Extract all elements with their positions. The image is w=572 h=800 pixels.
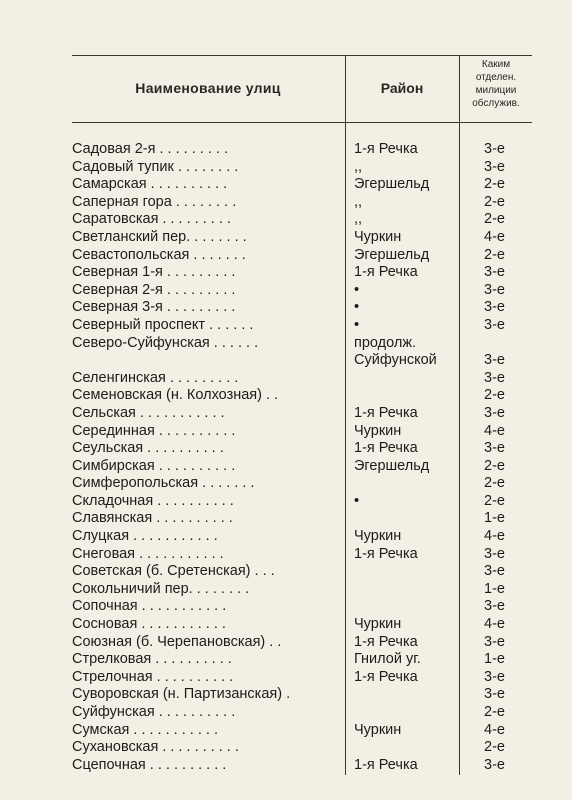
district-cell: Чуркин: [354, 528, 402, 545]
police-department-cell: 3-е: [484, 404, 505, 421]
district-cell: •: [354, 492, 360, 509]
table-row: [0, 669, 572, 687]
table-row: [0, 722, 572, 740]
street-name-cell: Самарская . . . . . . . . . .: [72, 176, 228, 193]
district-cell: продолж.: [354, 334, 417, 351]
street-name-cell: Северная 2-я . . . . . . . . .: [72, 281, 236, 298]
table-row: [0, 264, 572, 282]
police-department-cell: 4-е: [484, 528, 505, 545]
district-cell: 1-я Речка: [354, 440, 418, 457]
police-department-cell: 3-е: [484, 141, 505, 157]
police-department-cell: 3-е: [484, 158, 505, 175]
police-department-cell: 2-е: [484, 246, 505, 263]
table-row: [0, 563, 572, 581]
district-cell: Чуркин: [354, 422, 402, 439]
table-row: [0, 335, 572, 353]
street-name-cell: Снеговая . . . . . . . . . . .: [72, 545, 224, 562]
table-row: [0, 475, 572, 493]
police-department-cell: 2-е: [484, 457, 505, 474]
police-department-cell: 1-е: [484, 580, 505, 597]
police-department-cell: 3-е: [484, 668, 505, 685]
table-row: [0, 493, 572, 511]
district-cell: •: [354, 316, 360, 333]
police-department-cell: 2-е: [484, 492, 505, 509]
district-cell: Гнилой уг.: [354, 651, 421, 668]
district-cell: Чуркин: [354, 721, 402, 738]
police-department-cell: 3-е: [484, 756, 505, 773]
table-row: [0, 282, 572, 300]
police-department-cell: 4-е: [484, 616, 505, 633]
police-department-cell: 1-е: [484, 651, 505, 668]
police-department-cell: 2-е: [484, 704, 505, 720]
street-name-cell: Северный проспект . . . . . .: [72, 316, 254, 333]
street-name-cell: Севастопольская . . . . . . .: [72, 246, 246, 263]
table-row: [0, 704, 572, 722]
table-top-rule: [72, 55, 532, 56]
table-row: [0, 247, 572, 265]
street-name-cell: Стрелковая . . . . . . . . . .: [72, 651, 232, 668]
table-row: [0, 528, 572, 546]
police-department-cell: 4-е: [484, 721, 505, 738]
district-cell: Эгершельд: [354, 176, 430, 193]
header-police-line: Каким: [481, 59, 511, 70]
police-department-cell: 1-е: [484, 510, 505, 527]
street-name-cell: Сцепочная . . . . . . . . . .: [72, 756, 227, 773]
table-row: [0, 686, 572, 704]
street-name-cell: Советская (б. Сретенская) . . .: [72, 563, 275, 580]
table-row: [0, 194, 572, 212]
table-row: [0, 458, 572, 476]
street-name-cell: Сухановская . . . . . . . . . .: [72, 739, 239, 756]
police-department-cell: 3-е: [484, 598, 505, 615]
table-row: [0, 581, 572, 599]
street-name-cell: Семеновская (н. Колхозная) . .: [72, 387, 279, 404]
table-row: [0, 159, 572, 177]
police-department-cell: 2-е: [484, 193, 505, 210]
table-row: [0, 141, 572, 159]
police-department-cell: 3-е: [484, 281, 505, 298]
police-department-cell: 3-е: [484, 316, 505, 333]
street-name-cell: Слуцкая . . . . . . . . . . .: [72, 528, 218, 545]
district-cell: ,,: [354, 193, 363, 210]
district-cell: 1-я Речка: [354, 264, 418, 281]
header-police-line: милиции: [475, 85, 517, 96]
police-department-cell: 4-е: [484, 228, 505, 245]
district-cell: Чуркин: [354, 616, 402, 633]
street-name-cell: Симбирская . . . . . . . . . .: [72, 457, 236, 474]
street-name-cell: Симферопольская . . . . . . .: [72, 475, 255, 492]
table-row: [0, 405, 572, 423]
street-name-cell: Сосновая . . . . . . . . . . .: [72, 616, 226, 633]
street-name-cell: Садовый тупик . . . . . . . .: [72, 158, 239, 175]
table-row: [0, 546, 572, 564]
police-department-cell: 4-е: [484, 422, 505, 439]
header-street-name: Наименование улиц: [135, 80, 281, 96]
street-name-cell: Северо-Суйфунская . . . . . .: [72, 334, 259, 351]
police-department-cell: 3-е: [484, 563, 505, 580]
street-name-cell: Сокольничий пер. . . . . . . .: [72, 580, 250, 597]
police-department-cell: 2-е: [484, 475, 505, 492]
table-row: [0, 387, 572, 405]
district-cell: 1-я Речка: [354, 141, 418, 157]
street-name-cell: Садовая 2-я . . . . . . . . .: [72, 141, 228, 157]
police-department-cell: 3-е: [484, 633, 505, 650]
street-name-cell: Сельская . . . . . . . . . . .: [72, 404, 225, 421]
table-row: [0, 616, 572, 634]
street-name-cell: Серединная . . . . . . . . . .: [72, 422, 236, 439]
street-name-cell: Сеульская . . . . . . . . . .: [72, 440, 224, 457]
street-name-cell: Суворовская (н. Партизанская) .: [72, 686, 291, 703]
district-cell: 1-я Речка: [354, 404, 418, 421]
police-department-cell: 2-е: [484, 176, 505, 193]
header-police-line: обслужив.: [472, 98, 520, 109]
street-name-cell: Селенгинская . . . . . . . . .: [72, 369, 239, 386]
street-name-cell: Северная 3-я . . . . . . . . .: [72, 299, 236, 316]
police-department-cell: 3-е: [484, 264, 505, 281]
street-name-cell: Сопочная . . . . . . . . . . .: [72, 598, 227, 615]
district-cell: •: [354, 281, 360, 298]
police-department-cell: 2-е: [484, 739, 505, 756]
street-name-cell: Суйфунская . . . . . . . . . .: [72, 704, 236, 720]
district-cell: 1-я Речка: [354, 545, 418, 562]
table-row: [0, 651, 572, 669]
street-name-cell: Славянская . . . . . . . . . .: [72, 510, 233, 527]
street-name-cell: Складочная . . . . . . . . . .: [72, 492, 234, 509]
police-department-cell: 3-е: [484, 545, 505, 562]
police-department-cell: 2-е: [484, 387, 505, 404]
police-department-cell: 3-е: [484, 440, 505, 457]
street-table-body: [0, 141, 572, 774]
street-name-cell: Союзная (б. Черепановская) . .: [72, 633, 282, 650]
district-cell: 1-я Речка: [354, 633, 418, 650]
table-row: [0, 757, 572, 775]
street-name-cell: Северная 1-я . . . . . . . . .: [72, 264, 236, 281]
police-department-cell: 3-е: [484, 299, 505, 316]
street-name-cell: Стрелочная . . . . . . . . . .: [72, 668, 234, 685]
header-police-department: [460, 58, 532, 110]
police-department-cell: 2-е: [484, 211, 505, 228]
header-police-line: отделен.: [475, 72, 517, 83]
district-cell: Эгершельд: [354, 246, 430, 263]
table-row: [0, 317, 572, 335]
table-row: [0, 299, 572, 317]
table-row: [0, 211, 572, 229]
street-name-cell: Сумская . . . . . . . . . . .: [72, 721, 218, 738]
table-header-rule: [72, 122, 532, 123]
table-row: [0, 598, 572, 616]
district-cell: ,,: [354, 158, 363, 175]
police-department-cell: 3-е: [484, 686, 505, 703]
district-cell: Суйфунской: [354, 352, 437, 369]
police-department-cell: 3-е: [484, 369, 505, 386]
street-name-cell: Саратовская . . . . . . . . .: [72, 211, 231, 228]
table-row: [0, 229, 572, 247]
table-row: [0, 352, 572, 370]
table-row: [0, 510, 572, 528]
district-cell: •: [354, 299, 360, 316]
police-department-cell: 3-е: [484, 352, 505, 369]
table-row: [0, 739, 572, 757]
district-cell: ,,: [354, 211, 363, 228]
header-district: Район: [380, 80, 424, 96]
district-cell: 1-я Речка: [354, 756, 418, 773]
table-row: [0, 370, 572, 388]
table-row: [0, 440, 572, 458]
district-cell: Эгершельд: [354, 457, 430, 474]
district-cell: 1-я Речка: [354, 668, 418, 685]
street-name-cell: Саперная гора . . . . . . . .: [72, 193, 237, 210]
district-cell: Чуркин: [354, 228, 402, 245]
table-row: [0, 634, 572, 652]
table-row: [0, 176, 572, 194]
street-name-cell: Светланский пер. . . . . . . .: [72, 228, 247, 245]
table-row: [0, 423, 572, 441]
